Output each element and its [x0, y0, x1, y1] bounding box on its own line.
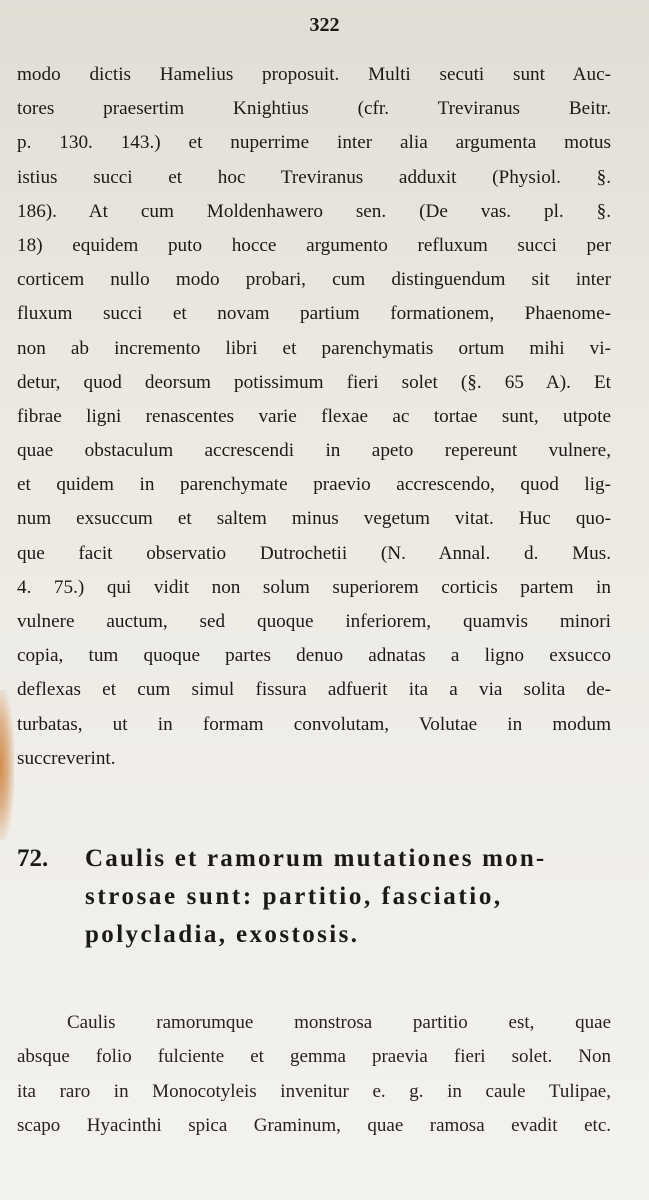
text-line: turbatas, ut in formam convolutam, Volutae in modum	[17, 713, 611, 735]
text-line: detur, quod deorsum potissimum fieri solet (§. 65 A). Et	[17, 371, 611, 393]
heading-line	[17, 840, 611, 878]
text-line: vulnere auctum, sed quoque inferiorem, quamvis minori	[17, 611, 611, 632]
body-paragraph	[17, 58, 611, 776]
text-line: 4. 75.) qui vidit non solum superiorem corticis partem in	[17, 576, 611, 598]
text-line: scapo Hyacinthi spica Graminum, quae ramosa evadit etc.	[17, 1115, 611, 1137]
text-line: et quidem in parenchymate praevio accrescendo, quod lig-	[17, 474, 611, 496]
section-paragraph	[17, 1006, 611, 1144]
heading-text: strosae sunt: partitio, fasciatio,	[85, 883, 503, 910]
section-heading	[17, 840, 611, 954]
text-line: tores praesertim Knightius (cfr. Treviranus Beitr.	[17, 98, 611, 120]
text-line: non ab incremento libri et parenchymatis ortum mihi vi-	[17, 337, 611, 359]
text-line: num exsuccum et saltem minus vegetum vitat. Huc quo-	[17, 508, 611, 530]
text-line: fibrae ligni renascentes varie flexae ac tortae sunt, utpote	[17, 405, 611, 427]
heading-line	[17, 916, 611, 954]
text-line: ita raro in Monocotyleis invenitur e. g. in caule Tulipae,	[17, 1080, 611, 1102]
text-line: quae obstaculum accrescendi in apeto repereunt vulnere,	[17, 440, 611, 462]
heading-line	[17, 878, 611, 916]
section-number: 72.	[17, 845, 49, 872]
text-line: que facit observatio Dutrochetii (N. Annal. d. Mus.	[17, 542, 611, 564]
text-line: istius succi et hoc Treviranus adduxit (Physiol. §.	[17, 166, 611, 188]
text-line: succreverint.	[17, 747, 116, 769]
text-line: 186). At cum Moldenhawero sen. (De vas. pl. §.	[17, 200, 611, 222]
text-line: modo dictis Hamelius proposuit. Multi secuti sunt Auc-	[17, 64, 611, 85]
text-line: p. 130. 143.) et nuperrime inter alia argumenta motus	[17, 132, 611, 154]
text-line: fluxum succi et novam partium formationem, Phaenome-	[17, 303, 611, 325]
text-line: corticem nullo modo probari, cum distinguendum sit inter	[17, 269, 611, 291]
text-line: copia, tum quoque partes denuo adnatas a ligno exsucco	[17, 645, 611, 667]
text-line: Caulis ramorumque monstrosa partitio est, quae	[67, 1012, 611, 1033]
heading-text: polycladia, exostosis.	[85, 921, 360, 948]
page-number: 322	[309, 14, 340, 36]
finger-shadow	[0, 690, 14, 840]
text-line: absque folio fulciente et gemma praevia fieri solet. Non	[17, 1046, 611, 1068]
heading-text: Caulis et ramorum mutationes mon-	[85, 845, 547, 872]
text-line: deflexas et cum simul fissura adfuerit ita a via solita de-	[17, 679, 611, 701]
text-line: 18) equidem puto hocce argumento refluxum succi per	[17, 234, 611, 256]
